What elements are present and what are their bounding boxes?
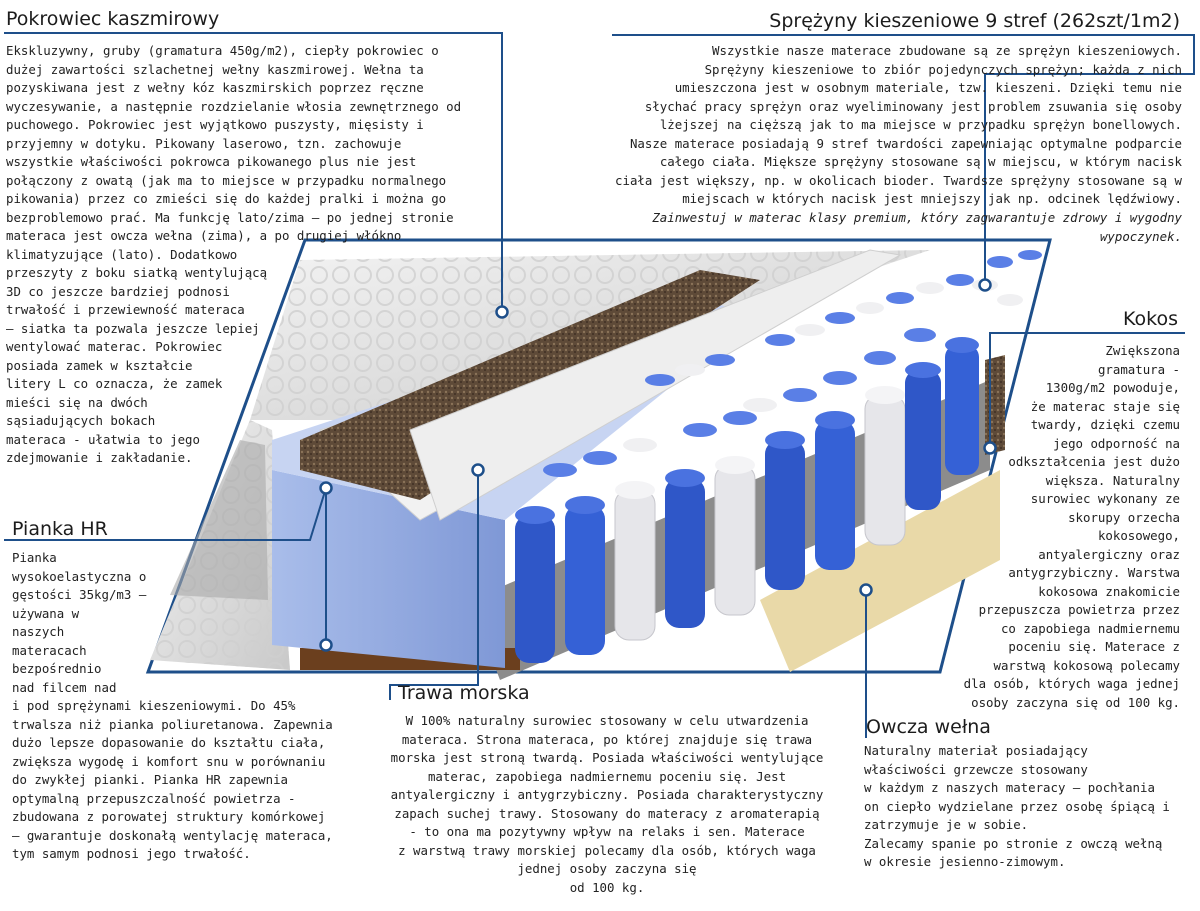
pianka-text: Pianka wysokoelastyczna o gęstości 35kg/m3 – używana w naszych materacach bezpośrednio nad filcem nad i pod sprężynami kieszeniowymi. Do 45% trwalsza niż pianka poliuretanowa. Zapewnia dużo lepsze dopasowanie do kształtu ciała, zwiększa wygodę i komfort snu w porównaniu do zwykłej pianki. Pianka HR zapewnia optymalną przepuszczalność powietrza - zbudowana z porowatej struktury komórkowej – gwarantuje doskonałą wentylację materaca, tym samym podnosi jego trwałość. xyxy=(12,550,333,861)
welna-title: Owcza wełna xyxy=(866,716,991,738)
pianka-title: Pianka HR xyxy=(12,518,108,540)
welna-text: Naturalny materiał posiadający właściwości grzewcze stosowany w każdym z naszych materacy – pochłania on ciepło wydzielane przez osobę śpiącą i zatrzymuje je w sobie. Zalecamy spanie po stronie z owczą wełną w okresie jesienno-zimowym. xyxy=(864,743,1170,869)
kokos-title: Kokos xyxy=(1123,308,1178,330)
pokrowiec-title: Pokrowiec kaszmirowy xyxy=(6,8,220,30)
pokrowiec-text: Ekskluzywny, gruby (gramatura 450g/m2), ciepły pokrowiec o dużej zawartości szlachetnej wełny kaszmirowej. Wełna ta pozyskiwana jest z wełny kóz kaszmirskich poprzez ręczne wyczesywanie, a następnie rozdzielanie włosia zewnętrznego od puchowego. Pokrowiec jest wyjątkowo puszysty, mięsisty i przyjemny w dotyku. Pikowany laserowo, tzn. zachowuje wszystkie właściwości pokrowca pikowanego plus nie jest połączony z owatą (jak ma to miejsce w przypadku normalnego pikowania) przez co zmieści się do każdej pralki i można go bezproblemowo prać. Ma funkcję lato/zima – po jednej stronie materaca jest owcza wełna (zima), a po drugiej włókno klimatyzujące (lato). Dodatkowo przeszyty z boku siatką wentylującą 3D co jeszcze bardziej podnosi trwałość i przewiewność materaca – siatka ta pozwala jeszcze lepiej wentylować materac. Pokrowiec posiada zamek w kształcie litery L co oznacza, że zamek mieści się na dwóch sąsiadujących bokach materaca - ułatwia to jego zdejmowanie i zakładanie. xyxy=(6,43,462,465)
kokos-text: Zwiększona gramatura - 1300g/m2 powoduje, że materac staje się twardy, dzięki czemu jego odporność na odkształcenia jest dużo większa. Naturalny surowiec wykonany ze skorupy orzecha kokosowego, antyalergiczny oraz antygrzybiczny. Warstwa kokosowa znakomicie przepuszcza powietrza przez co zapobiega nadmiernemu poceniu się. Materace z warstwą kokosową polecamy dla osób, których waga jednej osoby zaczyna się od 100 kg. xyxy=(963,343,1180,710)
sprezyny-title: Sprężyny kieszeniowe 9 stref (262szt/1m2) xyxy=(769,10,1180,32)
sprezyny-italic: Zainwestuj w materac klasy premium, który zagwarantuje zdrowy i wygodny wypoczynek. xyxy=(652,210,1182,244)
trawa-title: Trawa morska xyxy=(398,682,530,704)
trawa-text: W 100% naturalny surowiec stosowany w celu utwardzenia materaca. Strona materaca, po której znajduje się trawa morska jest stroną twardą. Posiada właściwości wentylujące materac, zapobiega nadmiernemu poceniu się. Jest antyalergiczny i antygrzybiczny. Posiada charakterystyczny zapach suchej trawy. Stosowany do materacy z aromaterapią - to ona ma pozytywny wpływ na relaks i sen. Materace z warstwą trawy morskiej polecamy dla osób, których waga jednej osoby zaczyna się od 100 kg. xyxy=(390,713,824,895)
sprezyny-text: Wszystkie nasze materace zbudowane są ze sprężyn kieszeniowych. Sprężyny kieszeniowe to zbiór pojedynczych sprężyn; każda z nich umieszczona jest w osobnym materiale, tzw. kieszeni. Dzięki temu nie słychać pracy sprężyn oraz wyeliminowany jest problem zsuwania się osoby lżejszej na cięższą jak to ma miejsce w przypadku sprężyn bonellowych. Nasze materace posiadają 9 stref twardości zapewniając optymalne podparcie całego ciała. Miększe sprężyny stosowane są w miejscu, w którym nacisk ciała jest większy, np. w okolicach bioder. Twardsze sprężyny stosowane są w miejscach w których nacisk jest mniejszy jak np. odcinek lędźwiowy. xyxy=(615,43,1182,206)
